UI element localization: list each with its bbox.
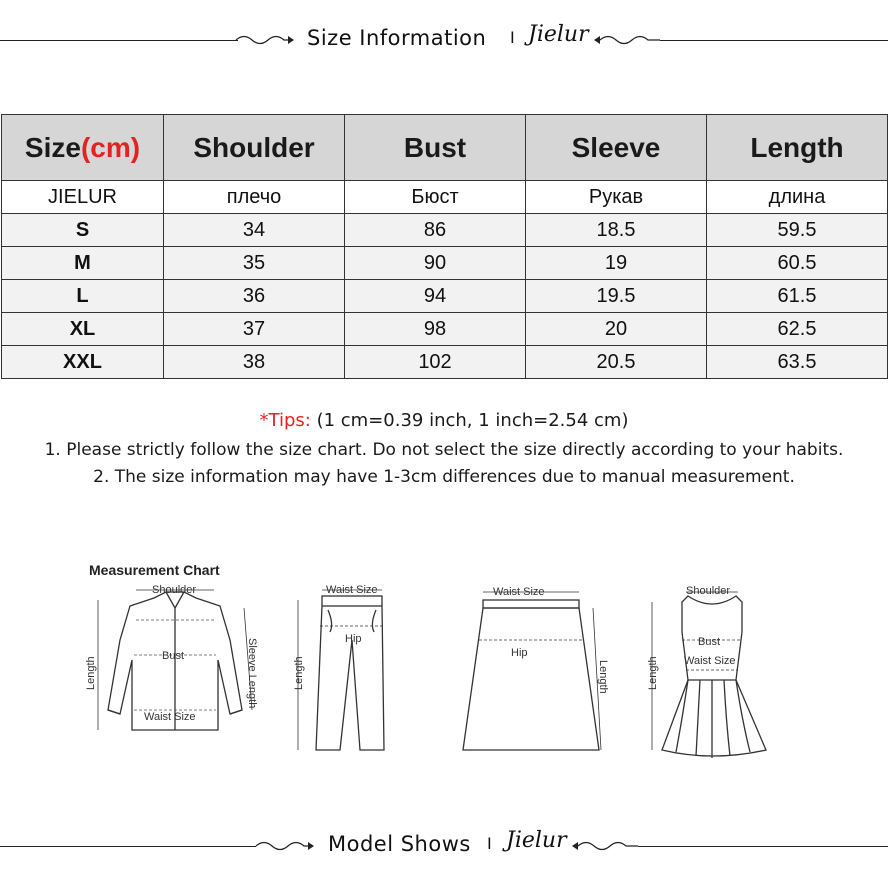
subheader-cell: Рукав (526, 181, 707, 214)
dress-shoulder-label: Shoulder (686, 585, 731, 597)
table-cell: 20 (526, 313, 707, 346)
banner-title: Size Information (307, 26, 487, 50)
dress-bust-label: Bust (698, 636, 721, 648)
banner-line-left (0, 846, 256, 847)
table-cell: 102 (345, 346, 526, 379)
size-unit: (cm) (80, 131, 141, 163)
subheader-cell: JIELUR (2, 181, 164, 214)
size-cell: M (2, 247, 164, 280)
size-heading: Size (24, 131, 81, 163)
column-header-sleeve: Sleeve (526, 115, 707, 181)
table-row (2, 280, 888, 313)
tips-note-1: 1. Please strictly follow the size chart. Do not select the size directly according to your habits. (44, 440, 844, 460)
shirt-diagram (84, 580, 264, 750)
pants-length-label: Length (293, 656, 305, 690)
table-cell: 94 (345, 280, 526, 313)
table-cell: 18.5 (526, 214, 707, 247)
banner-title: Model Shows (328, 832, 471, 856)
table-row (2, 346, 888, 379)
banner-line-right (660, 40, 888, 41)
table-cell: 19 (526, 247, 707, 280)
table-row (2, 247, 888, 280)
measurement-chart-title: Measurement Chart (89, 562, 220, 578)
brand-logo: Jielur (528, 22, 589, 47)
tips-note-2: 2. The size information may have 1-3cm differences due to manual measurement. (93, 467, 795, 487)
table-cell: 90 (345, 247, 526, 280)
swirl-ornament-right-icon (594, 33, 660, 47)
subheader-cell: Бюст (345, 181, 526, 214)
banner-line-left (0, 40, 238, 41)
dress-waist-label: Waist Size (684, 655, 736, 667)
column-header-shoulder: Shoulder (164, 115, 345, 181)
tips-line (0, 410, 888, 431)
table-header-row (2, 115, 888, 181)
brand-logo: Jielur (506, 828, 567, 853)
table-cell: 86 (345, 214, 526, 247)
table-row (2, 313, 888, 346)
shirt-length-label: Length (85, 656, 97, 690)
shirt-sleeve-label: Sleeve Length (246, 638, 258, 709)
table-subheader-row (2, 181, 888, 214)
table-row (2, 214, 888, 247)
table-cell: 63.5 (707, 346, 888, 379)
table-cell: 20.5 (526, 346, 707, 379)
table-cell: 37 (164, 313, 345, 346)
table-cell: 38 (164, 346, 345, 379)
skirt-hip-label: Hip (511, 647, 528, 659)
size-table (1, 114, 888, 379)
table-cell: 62.5 (707, 313, 888, 346)
shirt-shoulder-label: Shoulder (152, 584, 197, 596)
banner-separator: I (487, 834, 492, 853)
banner-line-right (638, 846, 888, 847)
dress-length-label: Length (647, 656, 659, 690)
shirt-waist-label: Waist Size (144, 711, 196, 723)
swirl-ornament-left-icon (256, 839, 318, 853)
pants-hip-label: Hip (345, 633, 362, 645)
model-shows-banner (0, 826, 888, 866)
size-cell: S (2, 214, 164, 247)
size-cell: XXL (2, 346, 164, 379)
skirt-length-label: Length (597, 660, 609, 694)
pants-waist-label: Waist Size (326, 584, 378, 596)
shirt-bust-label: Bust (162, 650, 185, 662)
table-cell: 19.5 (526, 280, 707, 313)
column-header-bust: Bust (345, 115, 526, 181)
table-cell: 98 (345, 313, 526, 346)
swirl-ornament-right-icon (572, 839, 638, 853)
size-cell: XL (2, 313, 164, 346)
pants-diagram (290, 580, 390, 755)
skirt-diagram (455, 580, 609, 755)
banner-separator: I (510, 28, 515, 47)
table-cell: 59.5 (707, 214, 888, 247)
size-information-banner (0, 20, 888, 60)
table-cell: 36 (164, 280, 345, 313)
subheader-cell: плечо (164, 181, 345, 214)
skirt-waist-label: Waist Size (493, 586, 545, 598)
tips-label: *Tips: (259, 410, 311, 431)
size-column-header (2, 115, 164, 181)
size-cell: L (2, 280, 164, 313)
subheader-cell: длина (707, 181, 888, 214)
tips-conversion: (1 cm=0.39 inch, 1 inch=2.54 cm) (316, 410, 629, 431)
dress-diagram (642, 580, 772, 765)
table-cell: 61.5 (707, 280, 888, 313)
table-cell: 60.5 (707, 247, 888, 280)
column-header-length: Length (707, 115, 888, 181)
table-cell: 34 (164, 214, 345, 247)
table-cell: 35 (164, 247, 345, 280)
swirl-ornament-left-icon (236, 33, 296, 47)
